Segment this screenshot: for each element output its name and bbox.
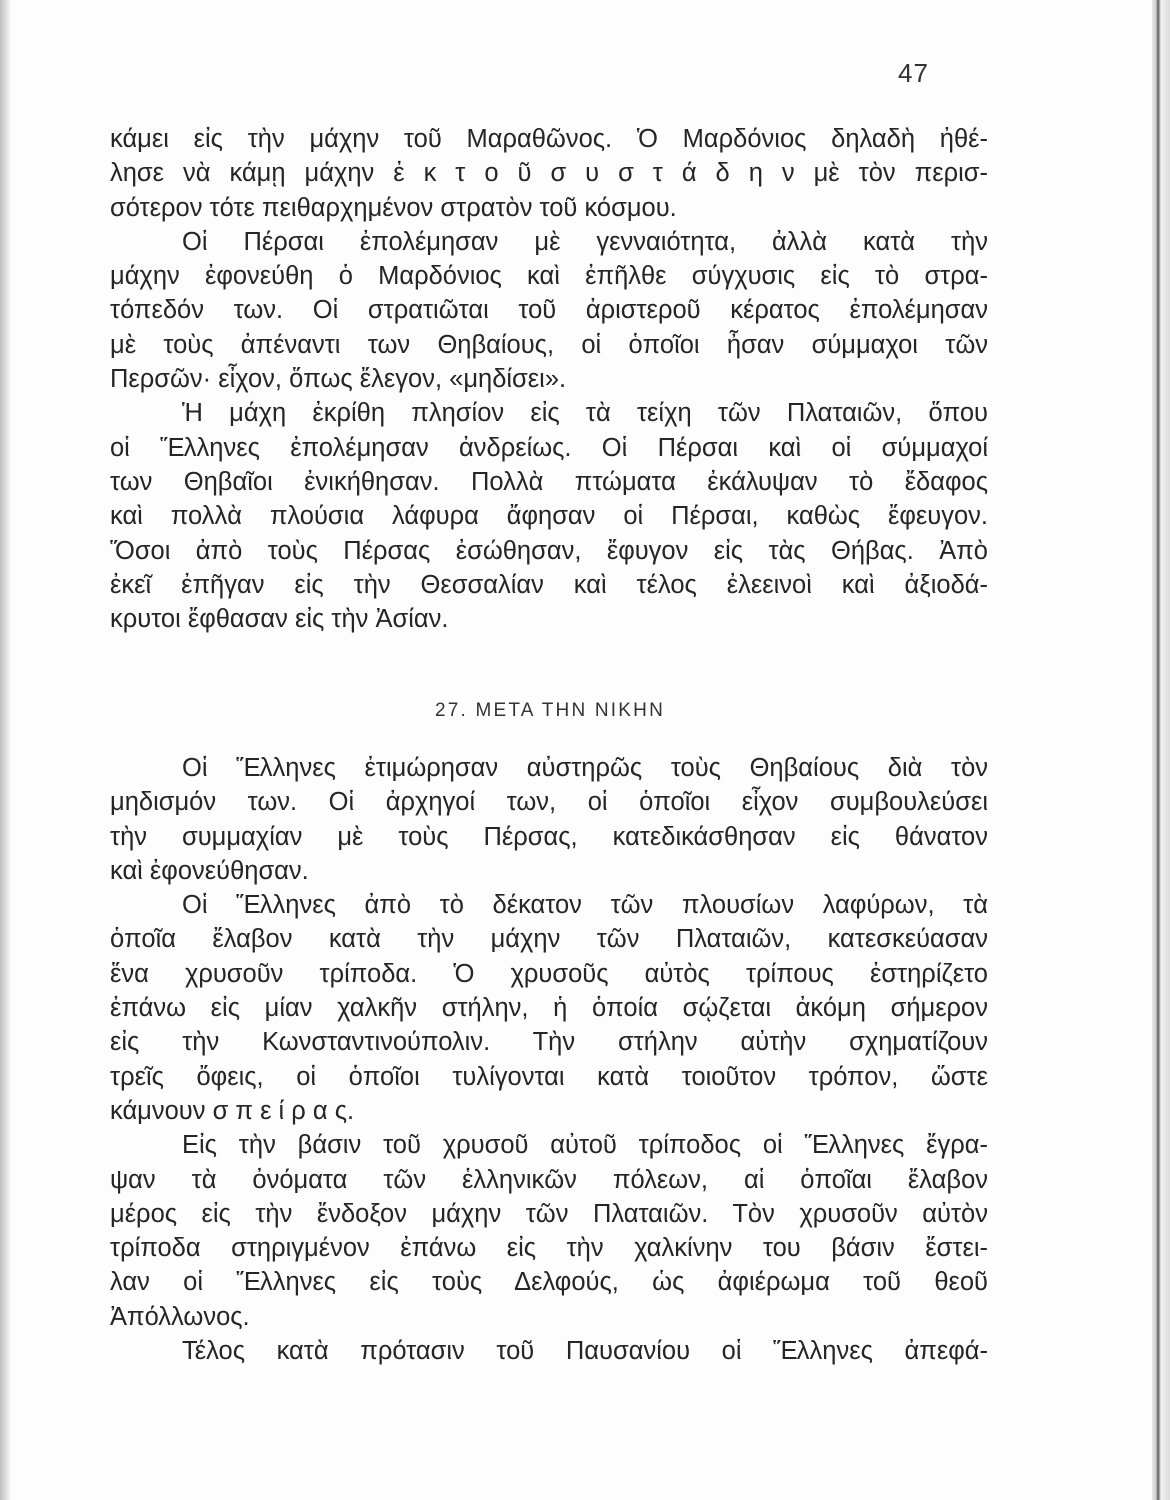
text-line: ψαν τὰ ὀνόματα τῶν ἑλληνικῶν πόλεων, αἱ ὁποῖαι ἔλαβον xyxy=(110,1165,988,1194)
text-line: Τέλος κατὰ πρότασιν τοῦ Παυσανίου οἱ Ἕλληνες ἀπεφά- xyxy=(182,1337,988,1366)
text-line: Οἱ Ἕλληνες ἐτιμώρησαν αὐστηρῶς τοὺς Θηβαίους διὰ τὸν xyxy=(182,754,988,782)
page-number: 47 xyxy=(898,58,929,88)
text-line: ὁποῖα ἔλαβον κατὰ τὴν μάχην τῶν Πλαταιῶν, κατεσκεύασαν xyxy=(110,925,988,954)
text-line: οἱ Ἕλληνες ἐπολέμησαν ἀνδρείως. Οἱ Πέρσαι καὶ οἱ σύμμαχοί xyxy=(110,433,988,462)
text-line: σότερον τότε πειθαρχημένον στρατὸν τοῦ κόσμου. xyxy=(110,193,677,222)
text-block-lower xyxy=(110,751,988,1368)
text-line: των Θηβαῖοι ἐνικήθησαν. Πολλὰ πτώματα ἐκάλυψαν τὸ ἔδαφος xyxy=(110,467,988,496)
text-line: Ἡ μάχη ἐκρίθη πλησίον εἰς τὰ τείχη τῶν Πλαταιῶν, ὅπου xyxy=(182,399,988,428)
text-line: λαν οἱ Ἕλληνες εἰς τοὺς Δελφούς, ὡς ἀφιέρωμα τοῦ θεοῦ xyxy=(110,1268,988,1297)
page-gutter-shadow xyxy=(0,0,10,1500)
text-line: κρυτοι ἔφθασαν εἰς τὴν Ἀσίαν. xyxy=(110,605,449,634)
text-line: τρίποδα στηριγμένον ἐπάνω εἰς τὴν χαλκίνην του βάσιν ἔστει- xyxy=(110,1234,988,1263)
text-line: Οἱ Πέρσαι ἐπολέμησαν μὲ γενναιότητα, ἀλλὰ κατὰ τὴν xyxy=(182,227,988,256)
text-line: Περσῶν· εἶχον, ὅπως ἔλεγον, «μηδίσει». xyxy=(110,365,567,394)
text-line: μὲ τοὺς ἀπέναντι των Θηβαίους, οἱ ὁποῖοι ἦσαν σύμμαχοι τῶν xyxy=(110,330,988,359)
text-line: εἰς τὴν Κωνσταντινούπολιν. Τὴν στήλην αὐτὴν σχηματίζουν xyxy=(110,1028,988,1057)
page-edge xyxy=(1152,0,1170,1500)
text-line: μάχην ἐφονεύθη ὁ Μαρδόνιος καὶ ἐπῆλθε σύγχυσις εἰς τὸ στρα- xyxy=(110,262,988,291)
text-line: κάμνουν σ π ε ί ρ α ς. xyxy=(110,1096,355,1125)
text-line: λησε νὰ κάμῃ μάχην ἐ κ τ ο ῦ σ υ σ τ ά δ η ν μὲ τὸν περισ- xyxy=(110,159,988,188)
text-line: ἐκεῖ ἐπῆγαν εἰς τὴν Θεσσαλίαν καὶ τέλος ἐλεεινοὶ καὶ ἀξιοδά- xyxy=(110,570,988,599)
text-line: τόπεδόν των. Οἱ στρατιῶται τοῦ ἀριστεροῦ κέρατος ἐπολέμησαν xyxy=(110,296,988,325)
text-line: καὶ ἐφονεύθησαν. xyxy=(110,856,309,885)
text-line: τὴν συμμαχίαν μὲ τοὺς Πέρσας, κατεδικάσθησαν εἰς θάνατον xyxy=(110,822,988,851)
text-line: Οἱ Ἕλληνες ἀπὸ τὸ δέκατον τῶν πλουσίων λαφύρων, τὰ xyxy=(182,891,988,920)
text-line: μέρος εἰς τὴν ἔνδοξον μάχην τῶν Πλαταιῶν. Τὸν χρυσοῦν αὐτὸν xyxy=(110,1199,988,1228)
text-block-upper xyxy=(110,122,988,636)
text-line: ἕνα χρυσοῦν τρίποδα. Ὁ χρυσοῦς αὐτὸς τρίπους ἐστηρίζετο xyxy=(110,959,988,988)
text-line: μηδισμόν των. Οἱ ἀρχηγοί των, οἱ ὁποῖοι εἶχον συμβουλεύσει xyxy=(110,788,988,817)
text-line: Ὅσοι ἀπὸ τοὺς Πέρσας ἐσώθησαν, ἔφυγον εἰς τὰς Θήβας. Ἀπὸ xyxy=(110,536,988,565)
text-line: καὶ πολλὰ πλούσια λάφυρα ἄφησαν οἱ Πέρσαι, καθὼς ἔφευγον. xyxy=(110,502,988,531)
text-line: ἐπάνω εἰς μίαν χαλκῆν στήλην, ἡ ὁποία σῴζεται ἀκόμη σήμερον xyxy=(110,994,988,1023)
text-line: Εἰς τὴν βάσιν τοῦ χρυσοῦ αὐτοῦ τρίποδος οἱ Ἕλληνες ἔγρα- xyxy=(182,1131,988,1160)
text-line: τρεῖς ὄφεις, οἱ ὁποῖοι τυλίγονται κατὰ τοιοῦτον τρόπον, ὥστε xyxy=(110,1062,988,1091)
text-line: Ἀπόλλωνος. xyxy=(110,1302,250,1331)
section-heading: 27. ΜΕΤΑ ΤΗΝ ΝΙΚΗΝ xyxy=(435,700,665,721)
text-line: κάμει εἰς τὴν μάχην τοῦ Μαραθῶνος. Ὁ Μαρδόνιος δηλαδὴ ἠθέ- xyxy=(110,125,988,153)
